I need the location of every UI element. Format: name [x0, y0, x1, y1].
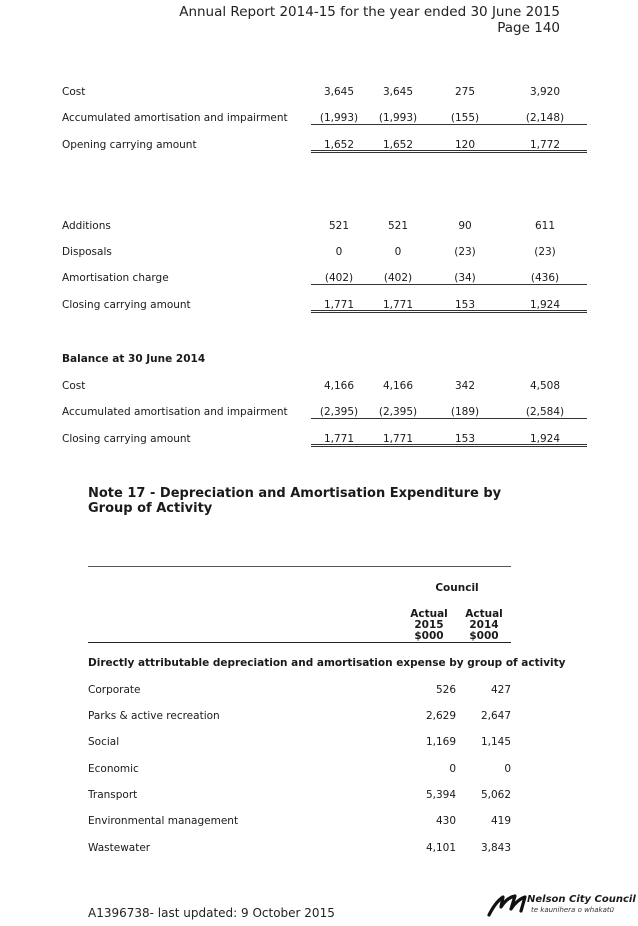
table-row [0, 840, 638, 856]
row-label: Additions [62, 220, 111, 232]
double-underline [311, 310, 587, 313]
logo-subtitle: te kaunihera o whakatū [531, 906, 615, 914]
cell: 4,508 [529, 380, 561, 392]
section-heading [0, 351, 638, 367]
row-label: Accumulated amortisation and impairment [62, 112, 288, 124]
council-logo [487, 893, 636, 919]
col-header-line: Actual [465, 608, 503, 620]
cell: 2,629 [425, 710, 456, 722]
cell: (34) [454, 272, 476, 284]
double-underline [311, 150, 587, 153]
cell: 342 [454, 380, 476, 392]
cell: 2,647 [480, 710, 511, 722]
cell: 611 [534, 220, 556, 232]
table-row [0, 378, 638, 394]
cell: 120 [454, 139, 476, 151]
cell: 1,771 [382, 299, 414, 311]
column-group-header: Council [435, 582, 479, 594]
cell: 521 [328, 220, 350, 232]
cell: (2,584) [525, 406, 565, 418]
cell: 153 [454, 433, 476, 445]
balance-heading: Balance at 30 June 2014 [62, 353, 206, 365]
cell: 4,166 [323, 380, 355, 392]
col-header-line: Actual [410, 608, 448, 620]
table-row [0, 761, 638, 777]
double-underline [311, 444, 587, 447]
cell: 430 [435, 815, 456, 827]
cell: 1,771 [323, 299, 355, 311]
cell: 526 [435, 684, 456, 696]
page-header [179, 4, 560, 36]
cell: 419 [490, 815, 511, 827]
cell: 1,771 [382, 433, 414, 445]
row-label: Environmental management [88, 815, 239, 827]
cell: 4,101 [425, 842, 456, 854]
cell: (2,395) [378, 406, 418, 418]
cell: 521 [387, 220, 409, 232]
cell: 427 [490, 684, 511, 696]
cell: (2,395) [319, 406, 359, 418]
table-row [0, 734, 638, 750]
col-header-line: $000 [414, 630, 444, 642]
divider [88, 566, 511, 567]
col-header-line: $000 [469, 630, 499, 642]
cell: 1,771 [323, 433, 355, 445]
expense-heading: Directly attributable depreciation and amortisation expense by group of activity [88, 657, 566, 669]
report-title: Annual Report 2014-15 for the year ended 30 June 2015 [179, 4, 560, 20]
row-label: Parks & active recreation [88, 710, 220, 722]
page-number: Page 140 [497, 20, 560, 36]
nelson-logo-icon [487, 893, 527, 917]
cell: 3,645 [323, 86, 355, 98]
cell: 1,772 [529, 139, 561, 151]
row-label: Corporate [88, 684, 141, 696]
column-header-2014 [462, 609, 506, 642]
cell: 1,924 [529, 299, 561, 311]
cell: 0 [449, 763, 456, 775]
cell: 0 [335, 246, 343, 258]
cell: 275 [454, 86, 476, 98]
table-row [0, 84, 638, 100]
divider [88, 642, 511, 643]
column-header-2015 [407, 609, 451, 642]
row-label: Economic [88, 763, 139, 775]
row-label: Wastewater [88, 842, 151, 854]
table-row [0, 787, 638, 803]
cell: 1,145 [480, 736, 511, 748]
row-label: Cost [62, 380, 86, 392]
row-label: Amortisation charge [62, 272, 169, 284]
cell: 1,924 [529, 433, 561, 445]
cell: (1,993) [319, 112, 359, 124]
row-label: Disposals [62, 246, 112, 258]
footer-text: A1396738- last updated: 9 October 2015 [88, 906, 335, 920]
section-heading [0, 655, 638, 671]
note-title: Note 17 - Depreciation and Amortisation Expenditure by Group of Activity [88, 486, 502, 516]
col-header-line: 2015 [414, 619, 444, 631]
row-label: Transport [88, 789, 138, 801]
cell: (436) [530, 272, 560, 284]
underline [311, 124, 587, 125]
logo-name: Nelson City Council [527, 894, 636, 905]
cell: (402) [324, 272, 354, 284]
cell: 90 [458, 220, 472, 232]
cell: (23) [534, 246, 556, 258]
table-row [0, 244, 638, 260]
cell: (189) [450, 406, 480, 418]
cell: 1,169 [425, 736, 456, 748]
cell: (402) [383, 272, 413, 284]
underline [311, 284, 587, 285]
cell: 5,062 [480, 789, 511, 801]
col-header-line: 2014 [469, 619, 499, 631]
row-label: Accumulated amortisation and impairment [62, 406, 288, 418]
cell: (155) [450, 112, 480, 124]
table-row [0, 708, 638, 724]
cell: 3,645 [382, 86, 414, 98]
cell: 0 [504, 763, 511, 775]
cell: 5,394 [425, 789, 456, 801]
underline [311, 418, 587, 419]
row-label: Social [88, 736, 120, 748]
cell: (1,993) [378, 112, 418, 124]
table-row [0, 813, 638, 829]
row-label: Closing carrying amount [62, 299, 191, 311]
table-row [0, 682, 638, 698]
cell: 3,920 [529, 86, 561, 98]
cell: 1,652 [323, 139, 355, 151]
cell: (2,148) [525, 112, 565, 124]
cell: 1,652 [382, 139, 414, 151]
row-label: Closing carrying amount [62, 433, 191, 445]
cell: 153 [454, 299, 476, 311]
cell: 0 [394, 246, 402, 258]
table-row [0, 218, 638, 234]
row-label: Opening carrying amount [62, 139, 197, 151]
cell: 3,843 [480, 842, 511, 854]
cell: 4,166 [382, 380, 414, 392]
cell: (23) [454, 246, 476, 258]
row-label: Cost [62, 86, 86, 98]
